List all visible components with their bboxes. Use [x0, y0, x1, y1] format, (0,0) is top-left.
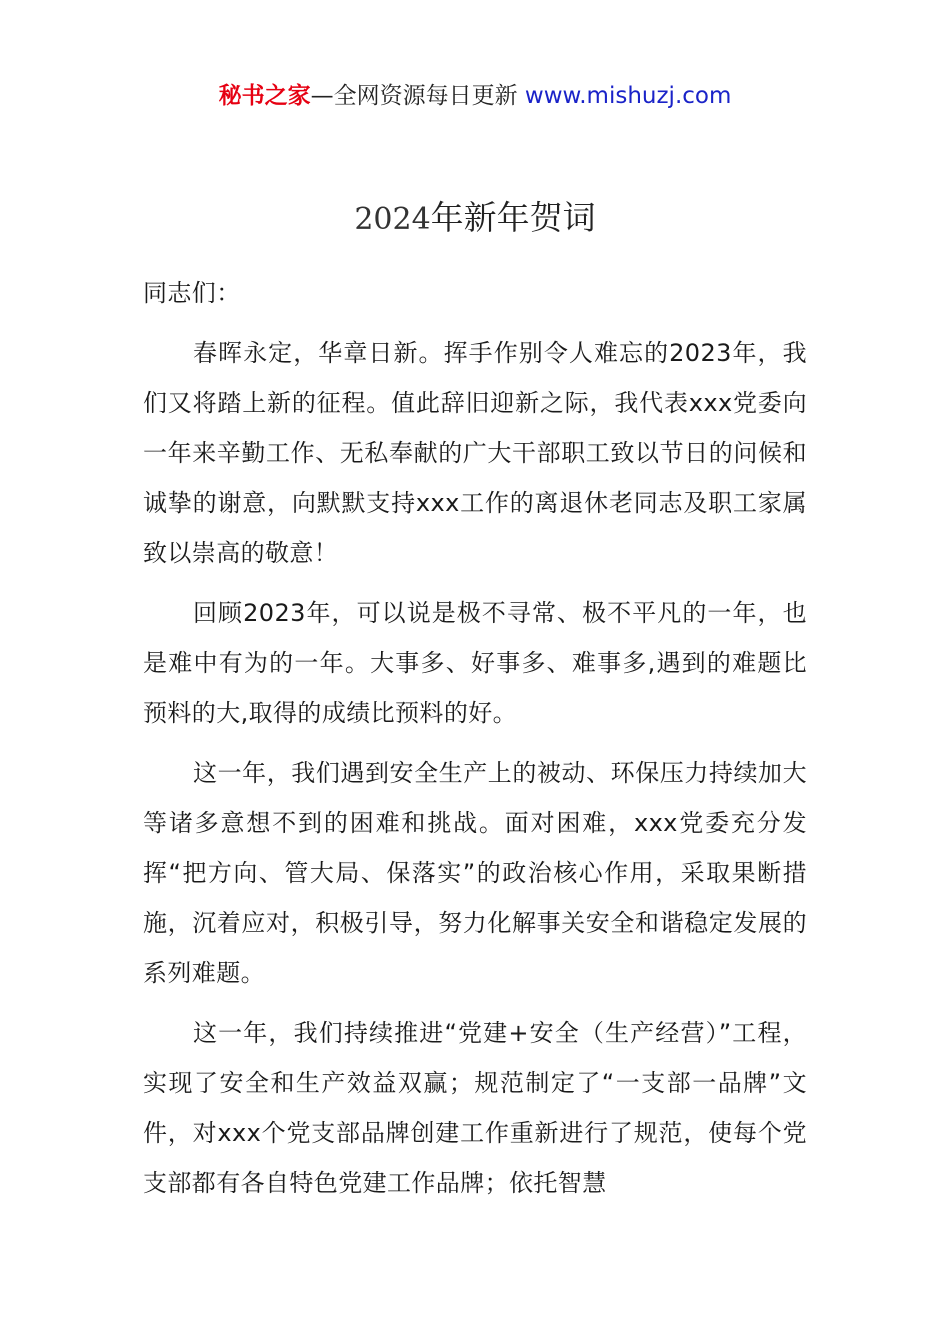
paragraph: 春晖永定，华章日新。挥手作别令人难忘的2023年，我们又将踏上新的征程。值此辞旧迎新之际，我代表xxx党委向一年来辛勤工作、无私奉献的广大干部职工致以节日的问候和诚挚的谢意，向默默支持xxx工作的离退休老同志及职工家属致以崇高的敬意！	[143, 339, 807, 567]
salutation: 同志们：	[143, 279, 241, 307]
site-header	[0, 80, 950, 112]
paragraph: 这一年，我们遇到安全生产上的被动、环保压力持续加大等诸多意想不到的困难和挑战。面对困难，xxx党委充分发挥“把方向、管大局、保落实”的政治核心作用，采取果断措施，沉着应对，积极引导，努力化解事关安全和谐稳定发展的系列难题。	[143, 759, 807, 987]
site-brand: 秘书之家	[218, 83, 311, 109]
site-slogan: —全网资源每日更新	[310, 83, 525, 109]
title-year: 2024	[354, 202, 431, 237]
site-url[interactable]: www.mishuzj.com	[524, 83, 732, 109]
document-body	[143, 268, 807, 1208]
paragraph: 回顾2023年，可以说是极不寻常、极不平凡的一年，也是难中有为的一年。大事多、好事多、难事多,遇到的难题比预料的大,取得的成绩比预料的好。	[143, 599, 807, 727]
paragraph: 这一年，我们持续推进“党建+安全（生产经营）”工程，实现了安全和生产效益双赢；规范制定了“一支部一品牌”文件，对xxx个党支部品牌创建工作重新进行了规范，使每个党支部都有各自特色党建工作品牌；依托智慧	[143, 1019, 807, 1197]
title-text: 年新年贺词	[430, 198, 596, 237]
document-title	[0, 196, 950, 242]
